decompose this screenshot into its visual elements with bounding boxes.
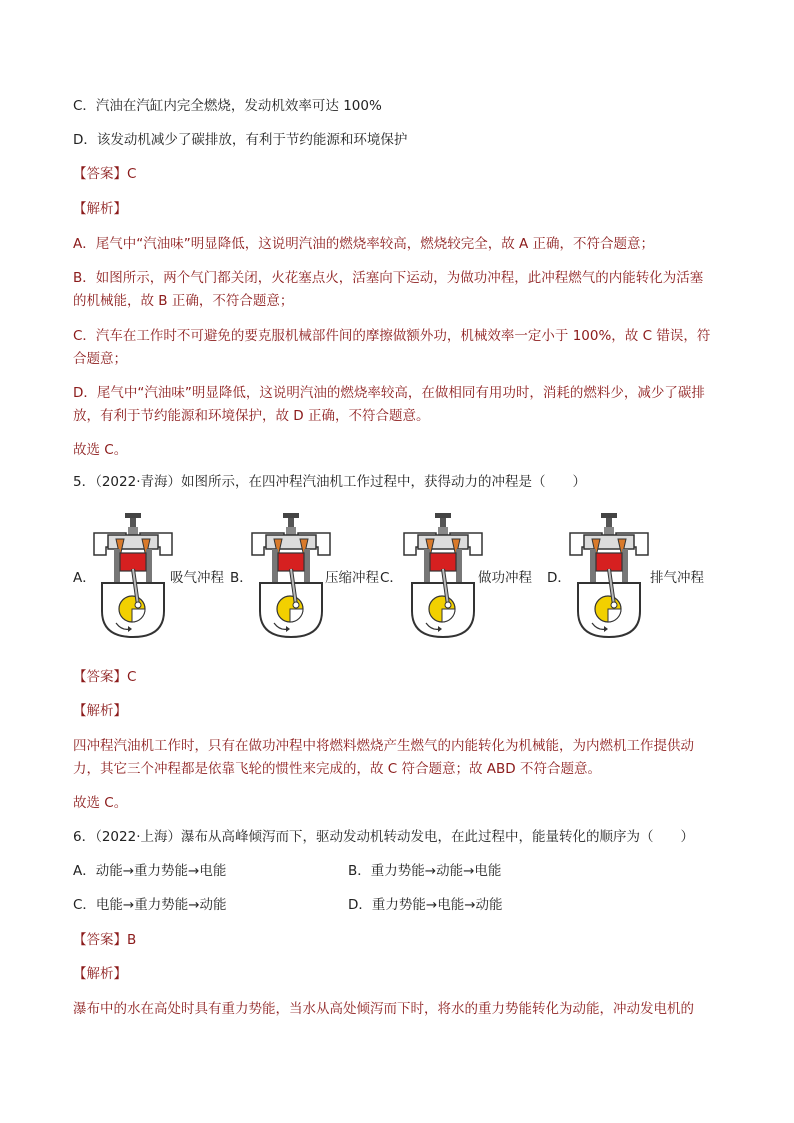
answer-tag: 【答案】 [73, 669, 127, 685]
answer-tag: 【答案】 [73, 166, 127, 182]
option-c: C．电能→重力势能→动能 [73, 897, 227, 913]
answer-value: C [127, 166, 137, 182]
analysis-tag: 【解析】 [73, 703, 127, 719]
option-d-letter: D． [547, 570, 571, 586]
conclusion: 故选 C。 [73, 442, 128, 458]
option-d-label: 排气冲程 [650, 570, 704, 586]
option-b-label: 压缩冲程 [325, 570, 379, 586]
answer-line [73, 930, 136, 950]
option-c: C．汽油在汽缸内完全燃烧，发动机效率可达 100% [73, 98, 382, 114]
conclusion: 故选 C。 [73, 795, 128, 811]
question-stem: 5．（2022·青海）如图所示，在四冲程汽油机工作过程中，获得动力的冲程是（ ） [73, 474, 586, 490]
analysis-line: C．汽车在工作时不可避免的要克服机械部件间的摩擦做额外功，机械效率一定小于 100%，故 C 错误，符 [73, 328, 711, 344]
answer-line [73, 667, 136, 687]
engine-diagram-exhaust [568, 513, 650, 643]
answer-tag: 【答案】 [73, 932, 127, 948]
engine-diagram-power [402, 513, 484, 643]
question-stem: 6．（2022·上海）瀑布从高峰倾泻而下，驱动发动机转动发电，在此过程中，能量转化的顺序为（ ） [73, 829, 694, 845]
analysis-line: 合题意； [73, 351, 127, 367]
analysis-line: 力，其它三个冲程都是依靠飞轮的惯性来完成的，故 C 符合题意；故 ABD 不符合题意。 [73, 761, 601, 777]
option-a-letter: A． [73, 570, 96, 586]
analysis-line: 的机械能，故 B 正确，不符合题意； [73, 293, 294, 309]
analysis-line: 放，有利于节约能源和环境保护，故 D 正确，不符合题意。 [73, 408, 430, 424]
option-d: D．重力势能→电能→动能 [348, 897, 503, 913]
option-c-letter: C． [380, 570, 403, 586]
analysis-line: 四冲程汽油机工作时，只有在做功冲程中将燃料燃烧产生燃气的内能转化为机械能，为内燃机工作提供动 [73, 738, 694, 754]
engine-diagram-compression [250, 513, 332, 643]
option-b-letter: B． [230, 570, 253, 586]
option-a-label: 吸气冲程 [170, 570, 224, 586]
engine-diagram-intake [92, 513, 174, 643]
answer-value: C [127, 669, 137, 685]
analysis-line: A．尾气中“汽油味”明显降低，这说明汽油的燃烧率较高，燃烧较完全，故 A 正确，不符合题意； [73, 236, 655, 252]
option-b: B．重力势能→动能→电能 [348, 863, 502, 879]
analysis-tag: 【解析】 [73, 201, 127, 217]
option-d: D．该发动机减少了碳排放，有利于节约能源和环境保护 [73, 132, 408, 148]
answer-value: B [127, 932, 137, 948]
analysis-line: 瀑布中的水在高处时具有重力势能，当水从高处倾泻而下时，将水的重力势能转化为动能，冲动发电机的 [73, 1001, 694, 1017]
answer-line [73, 164, 136, 184]
option-a: A．动能→重力势能→电能 [73, 863, 227, 879]
analysis-line: B．如图所示，两个气门都关闭，火花塞点火，活塞向下运动，为做功冲程，此冲程燃气的内能转化为活塞 [73, 270, 704, 286]
option-c-label: 做功冲程 [478, 570, 532, 586]
analysis-tag: 【解析】 [73, 966, 127, 982]
analysis-line: D．尾气中“汽油味”明显降低，这说明汽油的燃烧率较高，在做相同有用功时，消耗的燃料少，减少了碳排 [73, 385, 705, 401]
